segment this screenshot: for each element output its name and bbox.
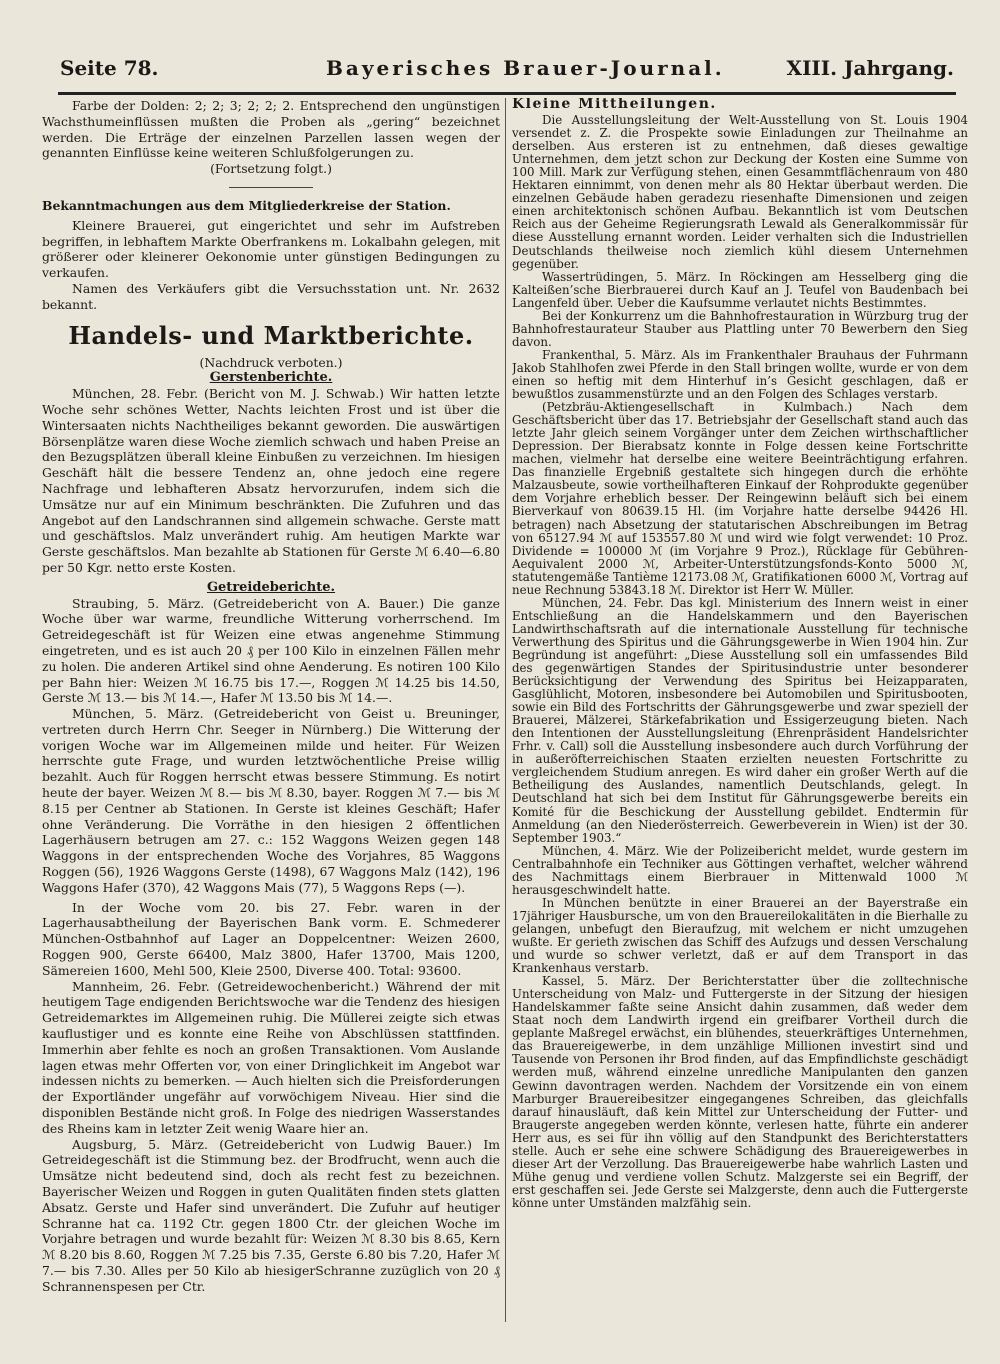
news-munich-accident: In München benützte in einer Brauerei an der Bayerstraße ein 17jähriger Hausbursche, um von den Brauereilokalitäten in die Bierhalle zu gelangen, unbefugt den Bieraufzug, mit welchem er nicht umzugehen wußte. Er gerieth zwischen das Schiff des Aufzugs und dessen Verschalung und wurde so schwer verletzt, daß er auf dem Transport in das Krankenhaus verstarb. <box>512 895 968 976</box>
report-munich-grain: München, 5. März. (Getreidebericht von Geist u. Breuninger, vertreten durch Herrn Chr. Seeger in Nürnberg.) Die Witterung der vorigen Woche war im Allgemeinen milde und heiter. Für Weizen herrschte gute Frage, und wurden letztwöchentliche Preise willig bezahlt. Auch für Roggen herrscht etwas bessere Stimmung. Es notirt heute der bayer. Weizen ℳ 8.— bis ℳ 8.30, bayer. Roggen ℳ 7.— bis ℳ 8.15 per Centner ab Stationen. In Gerste ist kleines Geschäft; Hafer ohne Veränderung. Die Vorräthe in den hiesigen 2 öffentlichen Lagerhäusern betrugen am 27. c.: 152 Waggons Weizen gegen 148 Waggons in der entsprechenden Woche des Vorjahres, 85 Waggons Roggen (56), 1926 Waggons Gerste (1498), 67 Waggons Malz (142), 196 Waggons Hafer (370), 42 Waggons Mais (77), 5 Waggons Reps (—). <box>42 706 500 895</box>
news-heading: Kleine Mittheilungen. <box>512 98 717 112</box>
news-kulmbach: (Petzbräu-Aktiengesellschaft in Kulmbach.) Nach dem Geschäftsbericht über das 17. Betriebsjahr der Gesellschaft stand auch das letzte Jahr gleich seinem Vorgänger unter dem Zeichen wirthschaftlicher Depression. Der Bierabsatz konnte in Folge dessen keine Fortschritte machen, vielmehr hat derselbe eine weitere Beeinträchtigung erfahren. Das finanzielle Ergebniß gestaltete sich hingegen durch die erhöhte Malzausbeute, sowie vortheilhafteren Einkauf der Rohprodukte gegenüber dem Vorjahre erheblich besser. Der Reingewinn beläuft sich bei einem Bierverkauf von 80639.15 Hl. (im Vorjahre hatte derselbe 94426 Hl. betragen) nach Absetzung der statutarischen Abschreibungen im Betrag von 65127.94 ℳ auf 153557.80 ℳ und wird wie folgt verwendet: 10 Proz. Dividende = 100000 ℳ (im Vorjahre 9 Proz.), Rücklage für Gebühren-Aequivalent 2000 ℳ, Arbeiter-Unterstützungsfonds-Konto 5000 ℳ, statutengemäße Tantième 12173.08 ℳ, Gratifikationen 6000 ℳ, Vortrag auf neue Rechnung 53843.18 ℳ. Direktor ist Herr W. Müller. <box>512 400 968 597</box>
report-straubing: Straubing, 5. März. (Getreidebericht von A. Bauer.) Die ganze Woche über war warme, freundliche Witterung vorherrschend. Im Getreidegeschäft ist für Weizen eine etwas angenehme Stimmung eingetreten, und es ist auch 20 ₰ per 100 Kilo in einzelnen Fällen mehr zu holen. Die anderen Artikel sind ohne Aenderung. Es notiren 100 Kilo per Bahn hier: Weizen ℳ 16.75 bis 17.—, Roggen ℳ 14.25 bis 14.50, Gerste ℳ 13.— bis ℳ 14.—, Hafer ℳ 13.50 bis ℳ 14.—. <box>42 595 500 706</box>
column-divider <box>505 98 506 1322</box>
news-frankenthal: Frankenthal, 5. März. Als im Frankenthaler Brauhaus der Fuhrmann Jakob Stahlhofen zwei Pferde in den Stall bringen wollte, wurde er von dem einen so heftig mit dem Hinterhuf in’s Gesicht geschlagen, daß er bewußtlos zusammenstürzte und an den Folgen des Schlages verstarb. <box>512 347 968 402</box>
page-header <box>58 56 954 90</box>
volume-label: XIII. Jahrgang. <box>786 56 954 80</box>
report-munich-barley: München, 28. Febr. (Bericht von M. J. Schwab.) Wir hatten letzte Woche sehr schönes Wetter, Nachts leichten Frost und ist über die Wintersaaten nichts Nachtheiliges bekannt geworden. Die auswärtigen Börsenplätze waren diese Woche ziemlich schwach und haben Preise an den Bezugsplätzen überall kleine Einbußen zu verzeichnen. Im hiesigen Geschäft hält die bessere Tendenz an, ohne jedoch eine regere Nachfrage und lebhafteren Absatz hervorzurufen, indem sich die Umsätze nur auf ein Minimum beschränkten. Die Zufuhren und das Angebot auf den Landschrannen sind allgemein schwache. Gerste matt und geschäftslos. Malz unverändert ruhig. Am heutigen Markte war Gerste geschäftslos. Man bezahlte ab Stationen für Gerste ℳ 6.40—6.80 per 50 Kgr. netto erste Kosten. <box>42 386 500 575</box>
reprint-note: (Nachdruck verboten.) <box>199 354 343 370</box>
news-st-louis: Die Ausstellungsleitung der Welt-Ausstellung von St. Louis 1904 versendet z. Z. die Prospekte sowie Einladungen zur Theilnahme an derselben. Aus ersteren ist zu entnehmen, daß dieses gewaltige Unternehmen, dem jetzt schon zur Deckung der Kosten eine Summe von 100 Mill. Mark zur Verfügung stehen, einen Gesammtflächenraum von 480 Hektaren einnimmt, von denen mehr als 80 Hektar überbaut werden. Die einzelnen Gebäude haben geradezu riesenhafte Dimensionen und zeigen einen architektonisch schönen Aufbau. Bekanntlich ist vom Deutschen Reich aus der Geheime Regierungsrath Lewald als Generalkommissär für diese Ausstellung ernannt worden. Leider verhalten sich die Industriellen Deutschlands theilweise noch ziemlich kühl diesem Unternehmen gegenüber. <box>512 113 968 271</box>
header-rule <box>58 92 956 95</box>
news-munich-exhibition: München, 24. Febr. Das kgl. Ministerium des Innern weist in einer Entschließung an die Handelskammern und den Bayerischen Landwirthschaftsrath auf die internationale Ausstellung für technische Verwerthung des Spiritus und die Gährungsgewerbe in Wien 1904 hin. Zur Begründung ist angeführt: „Diese Ausstellung soll ein umfassendes Bild des gegenwärtigen Standes der Spiritusindustrie unter besonderer Berücksichtigung der Verwendung des Spiritus bei Heizapparaten, Gasglühlicht, Motoren, insbesondere bei Automobilen und Spiritusbooten, sowie ein Bild des Fortschritts der Gährungsgewerbe und zwar speziell der Brauerei, Mälzerei, Stärkefabrikation und Essigerzeugung bieten. Nach den Intentionen der Ausstellungsleitung (Ehrenpräsident Handelsrichter Frhr. v. Call) soll die Ausstellung insbesondere auch durch Vorführung der in außeröfterreichischen Staaten erzielten neuesten Fortschritte zu vergleichendem Studium anregen. Es wird daher ein großer Werth auf die Betheiligung des Auslandes, namentlich Deutschlands, gelegt. In Deutschland hat sich bei dem Institut für Gährungsgewerbe bereits ein Komité für die Beschickung der Ausstellung gebildet. Endtermin für Anmeldung (an den Niederösterreich. Gewerbeverein in Wien) ist der 30. September 1903.“ <box>512 595 968 845</box>
news-munich-police: München, 4. März. Wie der Polizeibericht meldet, wurde gestern im Centralbahnhofe ein Techniker aus Göttingen verhaftet, welcher während des Nachmittags einem Bierbrauer in Mittenwald 1000 ℳ herausgeschwindelt hatte. <box>512 843 968 897</box>
report-munich-warehouse: In der Woche vom 20. bis 27. Febr. waren in der Lagerhausabtheilung der Bayerischen Bank vorm. E. Schmederer München-Ostbahnhof auf Lager an Doppelcentner: Weizen 2600, Roggen 900, Gerste 66400, Malz 3800, Hafer 13700, Mais 1200, Sämereien 1600, Mehl 500, Kleie 2500, Diverse 400. Total: 93600. <box>42 899 500 978</box>
section-heading: Handels- und Marktberichte. <box>68 320 474 350</box>
page-number: Seite 78. <box>60 56 159 80</box>
report-augsburg: Augsburg, 5. März. (Getreidebericht von Ludwig Bauer.) Im Getreidegeschäft ist die Stimmung bez. der Brodfrucht, wenn auch die Umsätze nicht bedeutend sind, doch als recht fest zu bezeichnen. Bayerischer Weizen und Roggen in guten Qualitäten finden stets glatten Absatz. Gerste und Hafer sind unverändert. Die Zufuhr auf heutiger Schranne hat ca. 1192 Ctr. gegen 1800 Ctr. der gleichen Woche im Vorjahre betragen und wurde bezahlt für: Weizen ℳ 8.30 bis 8.65, Kern ℳ 8.20 bis 8.60, Roggen ℳ 7.25 bis 7.35, Gerste 6.80 bis 7.20, Hafer ℳ 7.— bis 7.30. Alles per 50 Kilo ab hiesigerSchranne zuzüglich von 20 ₰ Schrannenspesen per Ctr. <box>42 1136 500 1294</box>
news-kassel: Kassel, 5. März. Der Berichterstatter über die zolltechnische Unterscheidung von Malz- und Futtergerste in der Sitzung der hiesigen Handelskammer faßte seine Ansicht dahin zusammen, daß weder dem Staat noch dem Landwirth irgend ein greifbarer Vortheil durch die geplante Maßregel erwächst, ein blühendes, steuerkräftiges Unternehmen, das Brauereigewerbe, in dem unzählige Millionen investirt sind und Tausende von Personen ihr Brod finden, auf das Empfindlichste geschädigt werden muß, während einzelne unredliche Manipulanten den ganzen Gewinn davontragen werden. Nachdem der Vorsitzende ein von einem Marburger Brauereibesitzer eingegangenes Schreiben, das gleichfalls darauf hinausläuft, daß kein Mittel zur Unterscheidung der Futter- und Braugerste angegeben werden könnte, verlesen hatte, führte ein anderer Herr aus, es sei für ihn völlig auf den Standpunkt des Berichterstatters stelle. Auch er sehe eine schwere Schädigung des Brauereigewerbes in dieser Art der Verzollung. Das Brauereigewerbe habe wahrlich Lasten und Mühe genug und verdiene vollen Schutz. Malzgerste sei ein Begriff, der erst geschaffen sei. Jede Gerste sei Malzgerste, denn auch die Futtergerste könne unter Umständen malzfähig sein. <box>512 974 968 1210</box>
news-wassertruedingen: Wassertrüdingen, 5. März. In Röckingen am Hesselberg ging die Kalteißen’sche Bierbrauerei durch Kauf an J. Teufel von Baudenbach bei Langenfeld über. Ueber die Kaufsumme verlautet nichts Bestimmtes. <box>512 269 968 310</box>
report-mannheim: Mannheim, 26. Febr. (Getreidewochenbericht.) Während der mit heutigem Tage endigenden Berichtswoche war die Tendenz des hiesigen Getreidemarktes im Allgemeinen ruhig. Die Müllerei zeigte sich etwas kauflustiger und es konnte eine Reihe von Abschlüssen stattfinden. Immerhin aber fehlte es noch an großen Transaktionen. Vom Auslande lagen etwas mehr Offerten vor, von einer Dringlichkeit im Angebot war indessen nichts zu bemerken. — Auch hielten sich die Preisforderungen der Exportländer ungefähr auf vorwöchigem Niveau. Hier sind die disponiblen Bestände nicht groß. In Folge des niedrigen Wasserstandes des Rheins kam in letzter Zeit wenig Waare hier an. <box>42 978 500 1136</box>
left-column <box>42 98 500 1338</box>
grain-heading: Getreideberichte. <box>206 579 336 595</box>
journal-title: Bayerisches Brauer-Journal. <box>326 56 725 80</box>
news-wuerzburg: Bei der Konkurrenz um die Bahnhofrestauration in Würzburg trug der Bahnhofrestaurateur Stauber aus Plattling unter 70 Bewerbern den Sieg davon. <box>512 308 968 349</box>
barley-heading: Gerstenberichte. <box>209 370 333 386</box>
right-column <box>512 98 968 1330</box>
separator-rule <box>229 187 313 188</box>
continued-paragraph: Farbe der Dolden: 2; 2; 3; 2; 2; 2. Entsprechend den ungünstigen Wachsthumeinflüssen mußten die Proben als „gering“ bezeichnet werden. Die Erträge der einzelnen Parzellen lassen wegen der genannten Einflüsse keine weiteren Schlußfolgerungen zu. <box>42 98 500 161</box>
continued-note: (Fortsetzung folgt.) <box>210 161 332 177</box>
announcements-heading: Bekanntmachungen aus dem Mitgliederkreise der Station. <box>42 197 451 213</box>
announcement-sale: Kleinere Brauerei, gut eingerichtet und sehr im Aufstreben begriffen, in lebhaftem Markte Oberfrankens m. Lokalbahn gelegen, mit größerer oder kleinerer Oekonomie unter günstigen Bedingungen zu verkaufen. <box>42 217 500 281</box>
announcement-contact: Namen des Verkäufers gibt die Versuchsstation unt. Nr. 2632 bekannt. <box>42 280 500 312</box>
